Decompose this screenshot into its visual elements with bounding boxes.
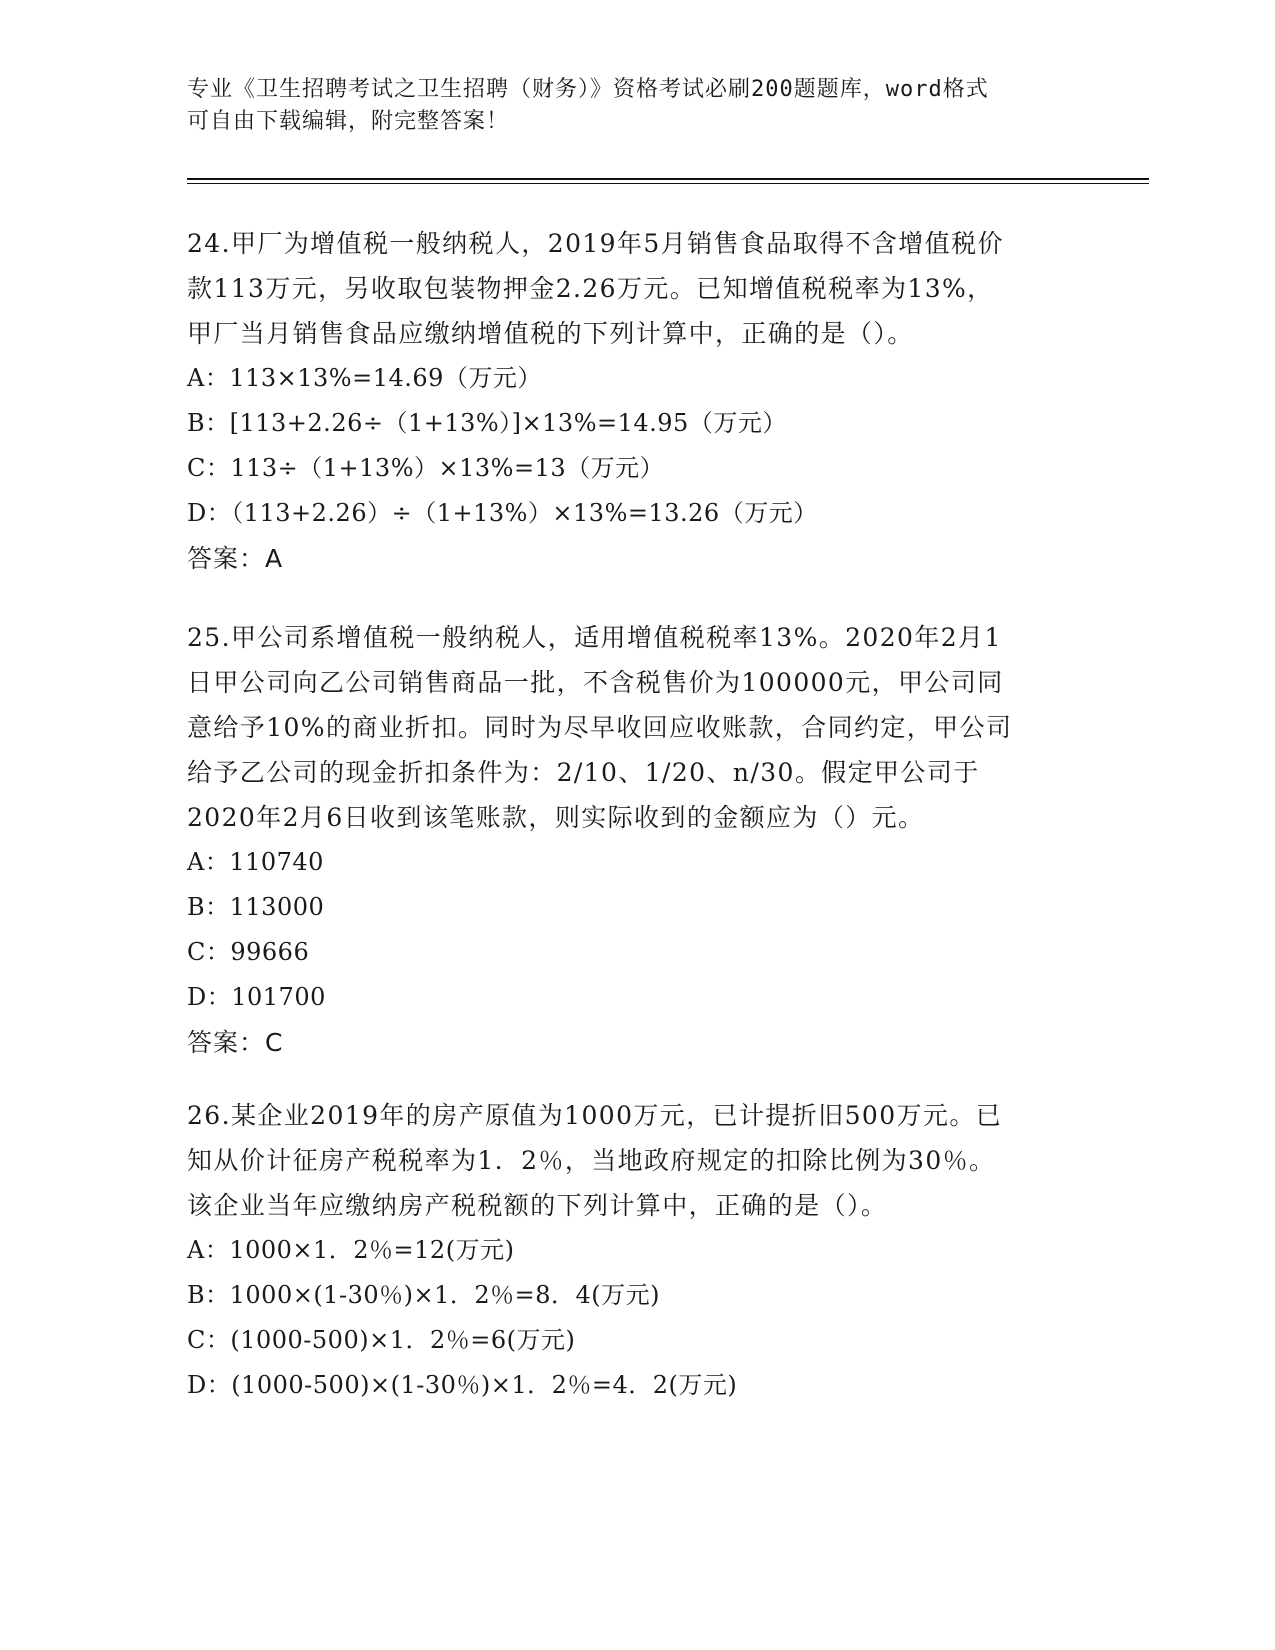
answer-line: 答案：A: [187, 544, 284, 573]
option-b: B：113000: [187, 893, 325, 921]
header-line-2: 可自由下载编辑，附完整答案！: [187, 109, 510, 134]
option-d: D：(1000-500)×(1-30％)×1．2％=4．2(万元): [187, 1371, 738, 1399]
question-text-line: 甲厂当月销售食品应缴纳增值税的下列计算中，正确的是（）。: [187, 319, 914, 348]
option-a: A：113×13%=14.69（万元）: [187, 364, 542, 392]
question-text-line: 该企业当年应缴纳房产税税额的下列计算中，正确的是（）。: [187, 1191, 888, 1220]
question-text-line: 给予乙公司的现金折扣条件为：2/10、1/20、n/30。假定甲公司于: [187, 758, 980, 787]
question-text-line: 款113万元，另收取包装物押金2.26万元。已知增值税税率为13%，: [187, 274, 994, 303]
question-text-line: 26.某企业2019年的房产原值为1000万元，已计提折旧500万元。已: [187, 1101, 1003, 1130]
option-d: D：（113+2.26）÷（1+13%）×13%=13.26（万元）: [187, 499, 818, 527]
question-24: [187, 221, 1087, 581]
question-text-line: 25.甲公司系增值税一般纳税人，适用增值税税率13%。2020年2月1: [187, 623, 1002, 652]
header-divider-thick: [187, 178, 1149, 180]
answer-line: 答案：C: [187, 1028, 284, 1057]
option-b: B：1000×(1-30％)×1．2％=8．4(万元): [187, 1281, 660, 1309]
document-header: [187, 74, 1087, 138]
question-26: [187, 1093, 1087, 1408]
question-text-line: 日甲公司向乙公司销售商品一批，不含税售价为100000元，甲公司同: [187, 668, 1004, 697]
option-c: C：113÷（1+13%）×13%=13（万元）: [187, 454, 665, 482]
question-25: [187, 615, 1087, 1065]
option-b: B：[113+2.26÷（1+13%）]×13%=14.95（万元）: [187, 409, 787, 437]
option-c: C：(1000-500)×1．2％=6(万元): [187, 1326, 576, 1354]
header-divider-thin: [187, 183, 1149, 184]
header-line-1: 专业《卫生招聘考试之卫生招聘（财务）》资格考试必刷200题题库，word格式: [187, 77, 989, 102]
question-text-line: 意给予10%的商业折扣。同时为尽早收回应收账款，合同约定，甲公司: [187, 713, 1013, 742]
question-text-line: 2020年2月6日收到该笔账款，则实际收到的金额应为（）元。: [187, 803, 925, 832]
option-a: A：1000×1．2％=12(万元): [187, 1236, 515, 1264]
option-a: A：110740: [187, 848, 324, 876]
option-d: D：101700: [187, 983, 326, 1011]
question-text-line: 24.甲厂为增值税一般纳税人，2019年5月销售食品取得不含增值税价: [187, 229, 1004, 258]
question-text-line: 知从价计征房产税税率为1．2％，当地政府规定的扣除比例为30％。: [187, 1146, 996, 1175]
option-c: C：99666: [187, 938, 310, 966]
